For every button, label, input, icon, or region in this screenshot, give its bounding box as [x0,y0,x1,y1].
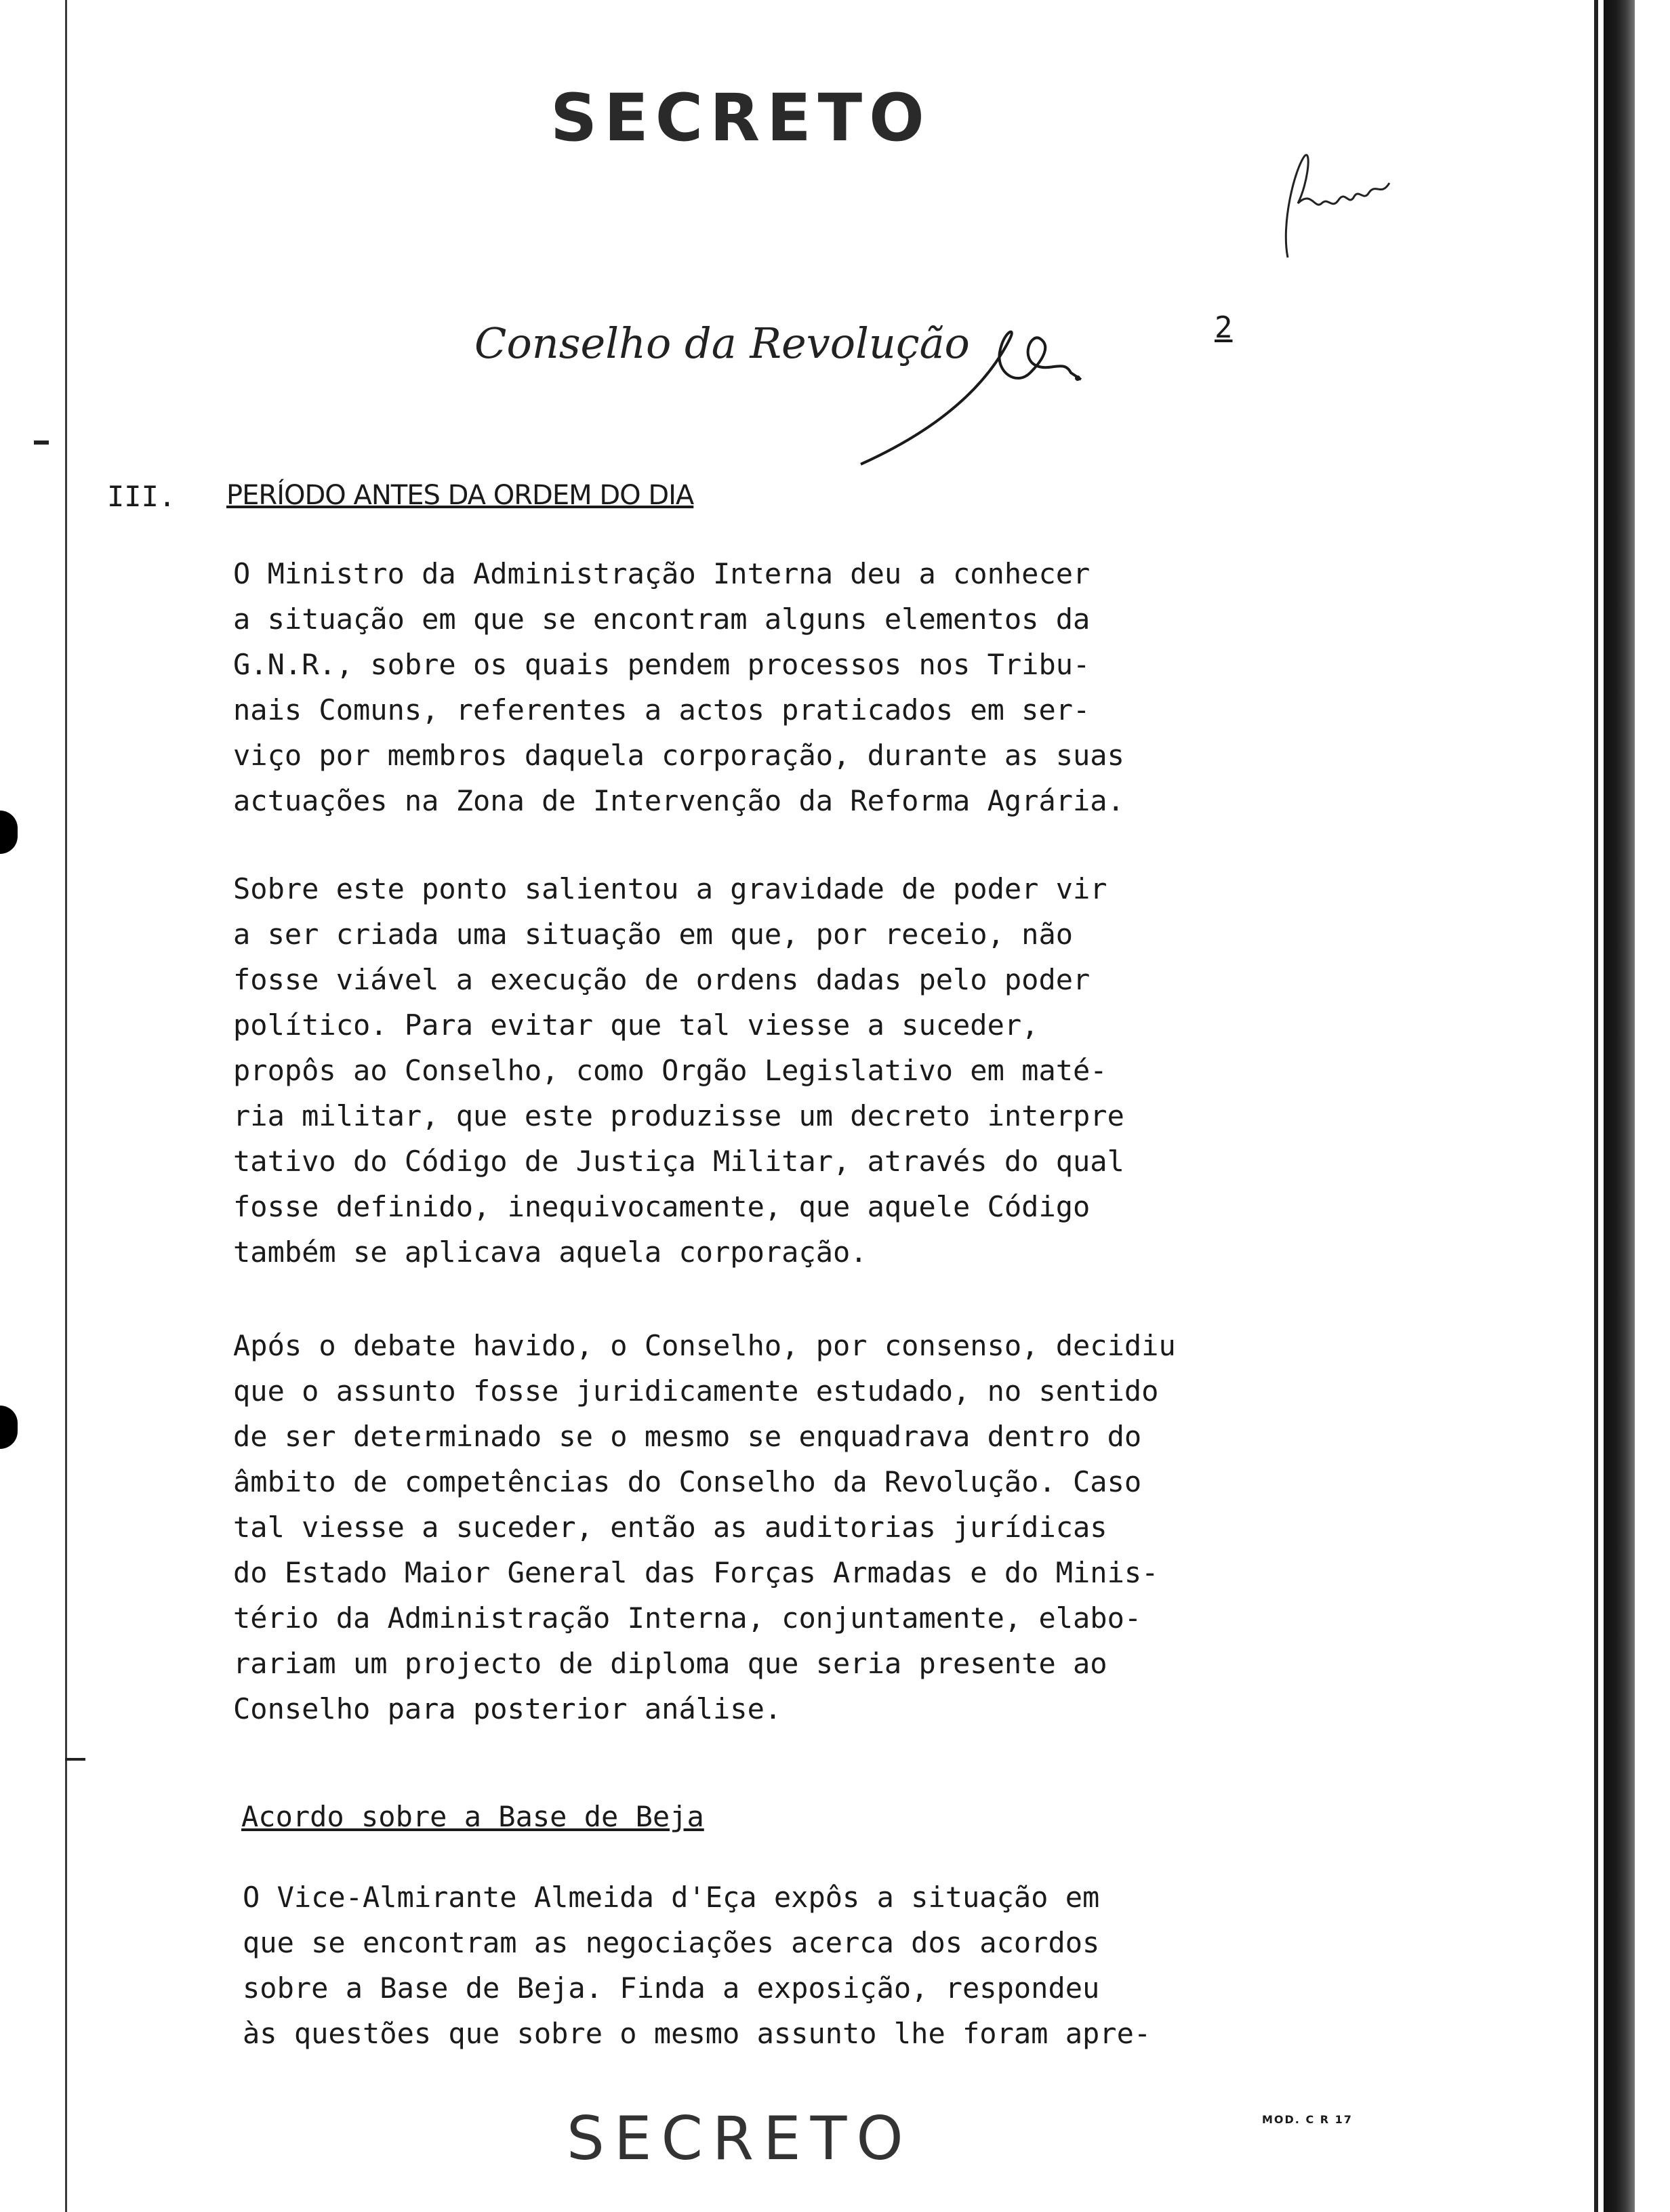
scan-right-edge [1594,0,1670,2212]
page-number: 2 [1215,310,1233,345]
left-margin-rule [65,0,67,2212]
text-line: O Vice-Almirante Almeida d'Eça expôs a situação em [243,1881,1100,1914]
handwritten-annotation [1274,142,1396,264]
text-line: viço por membros daquela corporação, durante as suas [233,739,1124,772]
text-line: que se encontram as negociações acerca dos acordos [243,1926,1100,1959]
paragraph-3 [233,1323,1263,1732]
text-line: fosse viável a execução de ordens dadas pelo poder [233,963,1091,996]
text-line: também se aplicava aquela corporação. [233,1235,868,1269]
text-line: político. Para evitar que tal viesse a suceder, [233,1008,1039,1042]
text-line: a ser criada uma situação em que, por receio, não [233,918,1074,951]
text-line: Após o debate havido, o Conselho, por consenso, decidiu [233,1329,1176,1362]
text-line: âmbito de competências do Conselho da Revolução. Caso [233,1465,1142,1498]
paragraph-4 [243,1875,1273,2056]
margin-corner-mark [65,1758,85,1761]
subsection-title: Acordo sobre a Base de Beja [241,1800,704,1833]
section-title: PERÍODO ANTES DA ORDEM DO DIA [226,480,694,511]
text-line: tal viesse a suceder, então as auditorias jurídicas [233,1511,1107,1544]
form-code: MOD. C R 17 [1262,2113,1353,2126]
text-line: do Estado Maior General das Forças Armadas e do Minis- [233,1556,1159,1589]
text-line: a situação em que se encontram alguns elementos da [233,602,1091,636]
letterhead: Conselho da Revolução [474,319,970,368]
text-line: O Ministro da Administração Interna deu a conhecer [233,557,1091,590]
paragraph-2 [233,866,1263,1275]
text-line: ria militar, que este produzisse um decreto interpre [233,1099,1124,1132]
text-line: G.N.R., sobre os quais pendem processos nos Tribu- [233,648,1091,681]
text-line: sobre a Base de Beja. Finda a exposição, respondeu [243,1971,1100,2005]
text-line: tério da Administração Interna, conjuntamente, elabo- [233,1601,1142,1635]
text-line: Conselho para posterior análise. [233,1692,782,1725]
text-line: propôs ao Conselho, como Orgão Legislativo em maté- [233,1054,1107,1087]
initials-signature [847,298,1105,474]
text-line: nais Comuns, referentes a actos praticados em ser- [233,693,1091,726]
text-line: rariam um projecto de diploma que seria presente ao [233,1647,1107,1680]
classification-stamp-bottom: SECRETO [567,2104,913,2173]
punch-hole-lower [0,1406,18,1449]
text-line: que o assunto fosse juridicamente estudado, no sentido [233,1374,1159,1408]
margin-dash [34,441,49,445]
paragraph-1 [233,551,1263,823]
section-number: III. [107,480,176,513]
text-line: fosse definido, inequivocamente, que aquele Código [233,1190,1091,1223]
punch-hole-upper [0,811,18,854]
text-line: às questões que sobre o mesmo assunto lhe foram apre- [243,2017,1152,2050]
text-line: actuações na Zona de Intervenção da Reforma Agrária. [233,784,1124,817]
text-line: Sobre este ponto salientou a gravidade de poder vir [233,872,1107,905]
text-line: tativo do Código de Justiça Militar, através do qual [233,1145,1124,1178]
classification-stamp-top: SECRETO [550,80,931,156]
text-line: de ser determinado se o mesmo se enquadrava dentro do [233,1420,1142,1453]
